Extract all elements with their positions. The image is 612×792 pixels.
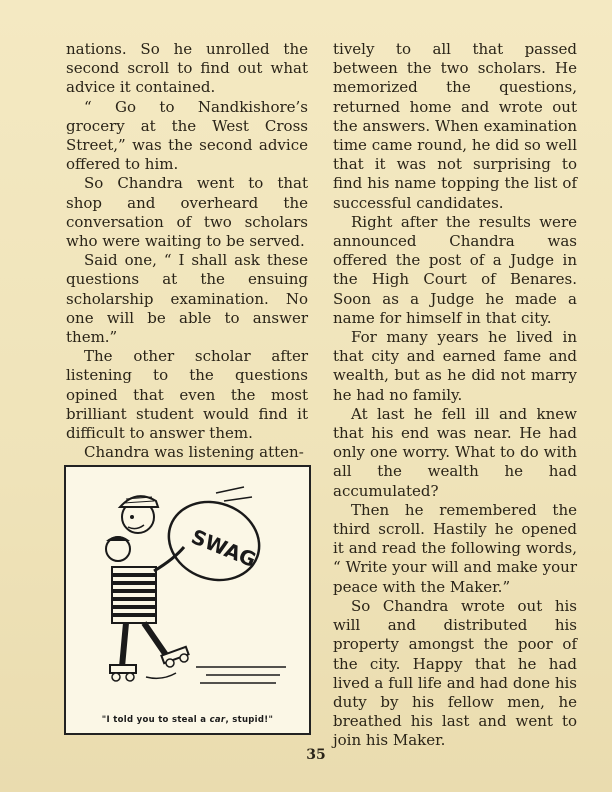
paragraph: Then he remembered the third scroll. Hastily he opened it and read the following words, “ Write your will and make your peace with the Maker.” xyxy=(333,500,577,596)
paragraph: Right after the results were announced Chandra was offered the post of a Judge in the High Court of Benares. Soon as a Judge he made a name for himself in that city. xyxy=(333,212,577,327)
cartoon-panel xyxy=(64,465,311,735)
paragraph: The other scholar after listening to the questions opined that even the most brilliant student would find it difficult to answer them. xyxy=(66,347,308,443)
bag-label: SWAG xyxy=(187,524,260,572)
paragraph: Said one, “ I shall ask these questions at the ensuing scholarship examination. No one will be able to answer them.” xyxy=(66,251,308,347)
paragraph: At last he fell ill and knew that his end was near. He had only one worry. What to do with all the wealth he had accumulated? xyxy=(333,404,577,500)
paragraph: For many years he lived in that city and earned fame and wealth, but as he did not marry he had no family. xyxy=(333,328,577,404)
cartoon-illustration xyxy=(66,467,309,733)
page-number: 35 xyxy=(306,747,326,763)
paragraph: tively to all that passed between the two scholars. He memorized the questions, returned home and wrote out the answers. When examination time came round, he did so well that it was not surprising to find his name topping the list of successful candidates. xyxy=(333,40,577,212)
paragraph: “ Go to Nandkishore’s grocery at the West Cross Street,” was the second advice offered to him. xyxy=(66,97,308,174)
cartoon-caption: "I told you to steal a car, stupid!" xyxy=(101,715,274,725)
paragraph: So Chandra wrote out his will and distributed his property amongst the poor of the city. Happy that he had lived a full life and had done his duty by his fellow men, he breathed his last and went to join his Maker. xyxy=(333,596,577,750)
paragraph: So Chandra went to that shop and overheard the conversation of two scholars who were waiting to be served. xyxy=(66,174,308,251)
paragraph: nations. So he unrolled the second scroll to find out what advice it contained. xyxy=(66,40,308,97)
left-text-column xyxy=(66,40,308,462)
paragraph: Chandra was listening atten- xyxy=(84,443,304,462)
right-text-column xyxy=(333,40,577,751)
